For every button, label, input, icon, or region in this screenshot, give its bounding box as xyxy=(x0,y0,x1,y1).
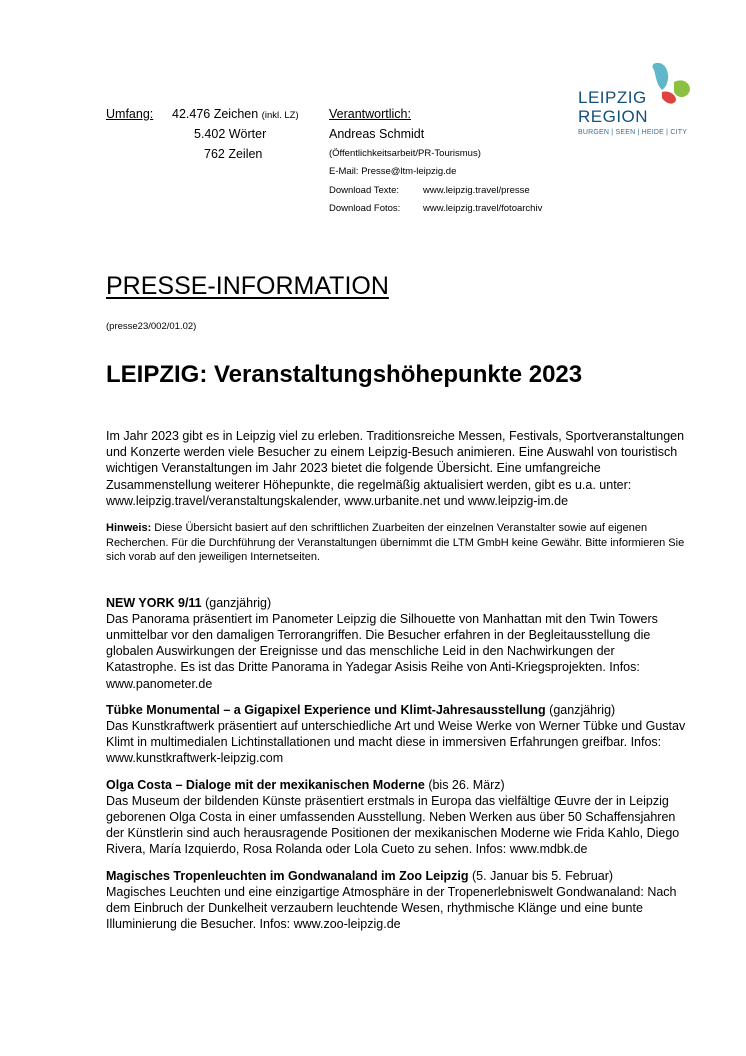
zeichen-count: 42.476 Zeichen xyxy=(172,107,259,121)
body-text xyxy=(106,428,686,942)
zeichen-note: (inkl. LZ) xyxy=(261,110,299,121)
umfang-label: Umfang: xyxy=(106,107,154,121)
contact-email[interactable]: E-Mail: Presse@ltm-leipzig.de xyxy=(329,166,457,177)
zeilen-count: 762 Zeilen xyxy=(204,147,263,161)
event-title: NEW YORK 9/11 xyxy=(106,595,202,610)
download-texte-link[interactable]: www.leipzig.travel/presse xyxy=(423,184,530,196)
event-description: Das Museum der bildenden Künste präsentiert erstmals in Europa das vielfältige Œuvre der in Leipzig geborenen Olga Costa in einer umfassenden Ausstellung. Neben Werken aus über 50 Schaffensjahren der Künstlerin sind auch herausragende Positionen der mexikanischen Moderne wie Frida Kahlo, Diego Rivera, María Izquierdo, Rosa Rolanda oder Lola Cueto zu sehen. Infos: www.mdbk.de xyxy=(106,793,680,857)
event-title: Olga Costa – Dialoge mit der mexikanischen Moderne xyxy=(106,777,425,792)
reference-number: (presse23/002/01.02) xyxy=(106,321,197,332)
contact-name: Andreas Schmidt xyxy=(329,127,425,141)
contact-block xyxy=(329,104,542,219)
event-date: (ganzjährig) xyxy=(201,595,272,610)
hinweis-text: Diese Übersicht basiert auf den schriftlichen Zuarbeiten der einzelnen Veranstalter sowie auf eigenen Recherchen. Für die Durchführung der Veranstaltungen übernimmt die LTM GmbH keine Gewähr. Bitte informieren Sie sich vorab auf den jeweiligen Internetseiten. xyxy=(106,522,685,564)
event-date: (5. Januar bis 5. Februar) xyxy=(468,868,614,883)
logo-line2: REGION xyxy=(578,107,649,126)
event-item xyxy=(106,777,686,858)
verantwortlich-label: Verantwortlich: xyxy=(329,107,411,121)
document-type-title: PRESSE-INFORMATION xyxy=(106,272,389,300)
intro-paragraph: Im Jahr 2023 gibt es in Leipzig viel zu erleben. Traditionsreiche Messen, Festivals, Sportveranstaltungen und Konzerte werden viele Besucher zu einem Leipzig-Besuch animieren. Eine Auswahl von touristisch wichtigen Veranstaltungen im Jahr 2023 bietet die folgende Übersicht. Eine umfangreiche Zusammenstellung weiterer Höhepunkte, die regelmäßig aktualisiert werden, gibt es u.a. unter: www.leipzig.travel/veranstaltungskalender, www.urbanite.net und www.leipzig-im.de xyxy=(106,429,685,508)
event-description: Das Kunstkraftwerk präsentiert auf unterschiedliche Art und Weise Werke von Werner Tübke und Gustav Klimt in multimedialen Lichtinstallationen und macht diese in immersiven Erfahrungen greifbar. Infos: www.kunstkraftwerk-leipzig.com xyxy=(106,718,686,766)
woerter-count: 5.402 Wörter xyxy=(194,127,267,141)
event-title: Magisches Tropenleuchten im Gondwanaland im Zoo Leipzig xyxy=(106,868,469,883)
logo-wordmark xyxy=(578,88,687,136)
event-description: Magisches Leuchten und eine einzigartige Atmosphäre in der Tropenerlebniswelt Gondwanaland: Nach dem Einbruch der Dunkelheit verzaubern leuchtende Wesen, rhythmische Klänge und eine bunte Illuminierung die Besucher. Infos: www.zoo-leipzig.de xyxy=(106,884,677,932)
hinweis-label: Hinweis: xyxy=(106,522,152,535)
contact-role: (Öffentlichkeitsarbeit/PR-Tourismus) xyxy=(329,148,481,159)
download-fotos-link[interactable]: www.leipzig.travel/fotoarchiv xyxy=(423,203,543,214)
event-date: (ganzjährig) xyxy=(545,702,616,717)
event-date: (bis 26. März) xyxy=(424,777,505,792)
event-description: Das Panorama präsentiert im Panometer Leipzig die Silhouette von Manhattan mit den Twin Towers unmittelbar vor den damaligen Terrorangriffen. Die Besucher erfahren in der Begleitausstellung die globalen Auswirkungen der Ereignisse und das menschliche Leid in den Nachwirkungen der Katastrophe. Es ist das Dritte Panorama in Yadegar Asisis Reihe von Anti-Kriegsprojekten. Infos: www.panometer.de xyxy=(106,611,658,691)
logo-tagline: BURGEN | SEEN | HEIDE | CITY xyxy=(578,129,688,136)
hinweis-paragraph xyxy=(106,521,686,565)
logo-line1: LEIPZIG xyxy=(578,88,647,107)
event-item xyxy=(106,595,686,692)
page-title: LEIPZIG: Veranstaltungshöhepunkte 2023 xyxy=(106,361,583,388)
download-texte-label: Download Texte: xyxy=(329,184,400,196)
download-fotos-label: Download Fotos: xyxy=(329,203,401,214)
event-item xyxy=(106,702,686,767)
event-title: Tübke Monumental – a Gigapixel Experience und Klimt-Jahresausstellung xyxy=(106,702,546,717)
event-item xyxy=(106,868,686,933)
